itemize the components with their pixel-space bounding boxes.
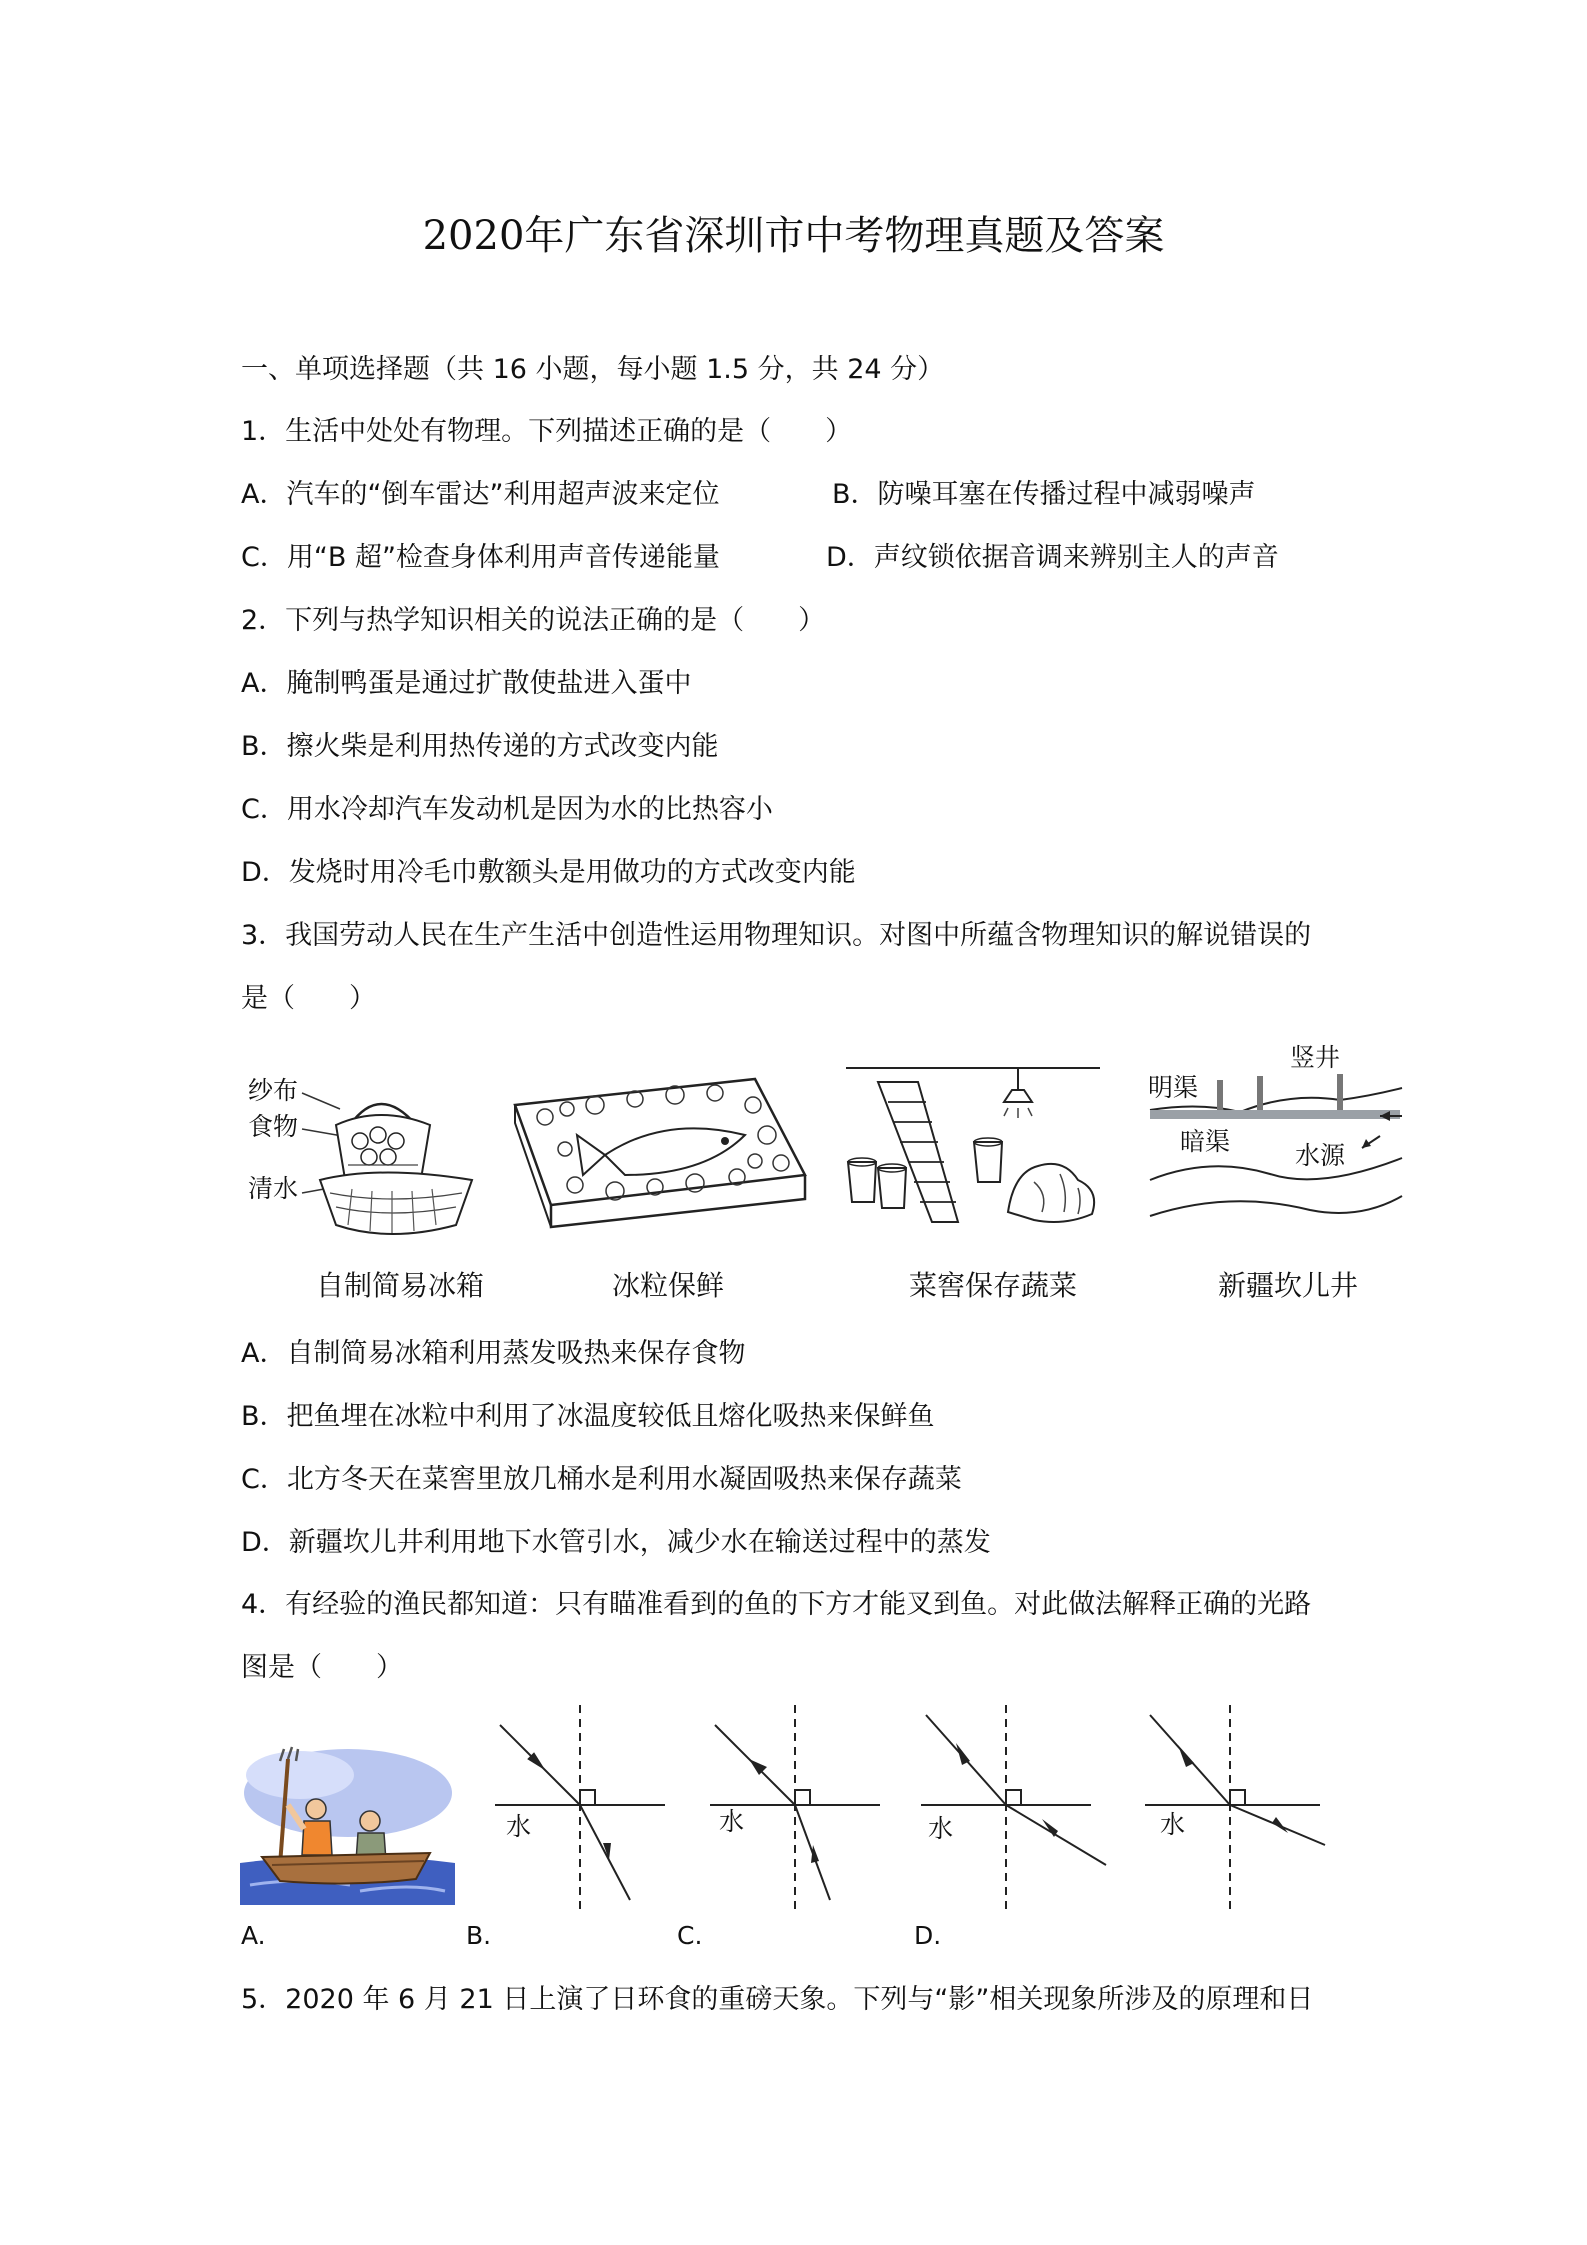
q3-option-a: A．自制简易冰箱利用蒸发吸热来保存食物 [241, 1338, 746, 1369]
q1-option-d: D．声纹锁依据音调来辨别主人的声音 [826, 542, 1279, 573]
optical-path-diagram-b [490, 1705, 670, 1910]
q1-option-a: A．汽车的“倒车雷达”利用超声波来定位 [241, 479, 720, 510]
q2-stem: 2．下列与热学知识相关的说法正确的是（ ） [241, 605, 826, 636]
optical-path-diagram-d [916, 1705, 1116, 1910]
q3-option-b: B．把鱼埋在冰粒中利用了冰温度较低且熔化吸热来保鲜鱼 [241, 1401, 935, 1432]
food-label: 食物 [248, 1112, 299, 1141]
gauze-label: 纱布 [248, 1076, 299, 1105]
q3-option-d: D．新疆坎儿井利用地下水管引水，减少水在输送过程中的蒸发 [241, 1527, 991, 1558]
water-label-b: 水 [506, 1812, 532, 1841]
q4-stem-line2: 图是（ ） [241, 1652, 403, 1683]
karez-well-figure [1140, 1040, 1410, 1230]
water-source-label: 水源 [1295, 1141, 1346, 1170]
q1-stem: 1．生活中处处有物理。下列描述正确的是（ ） [241, 416, 853, 447]
q1-option-b: B．防噪耳塞在传播过程中减弱噪声 [832, 479, 1256, 510]
vertical-well-label: 竖井 [1290, 1043, 1341, 1072]
q2-option-a: A．腌制鸭蛋是通过扩散使盐进入蛋中 [241, 668, 692, 699]
page-title: 2020年广东省深圳市中考物理真题及答案 [422, 213, 1165, 259]
q4-option-b-label: B. [466, 1921, 492, 1950]
diy-icebox-figure [240, 1065, 490, 1245]
q4-stem-line1: 4．有经验的渔民都知道：只有瞄准看到的鱼的下方才能叉到鱼。对此做法解释正确的光路 [241, 1589, 1312, 1620]
hidden-channel-label: 暗渠 [1180, 1127, 1231, 1156]
water-label-c: 水 [719, 1807, 745, 1836]
water-label-d: 水 [928, 1814, 954, 1843]
q4-option-c-label: C. [677, 1921, 703, 1950]
fisherman-boat-image [240, 1745, 455, 1905]
q4-option-a-label: A. [241, 1921, 266, 1950]
caption-karez: 新疆坎儿井 [1218, 1269, 1359, 1302]
q5-stem: 5．2020 年 6 月 21 日上演了日环食的重磅天象。下列与“影”相关现象所涉及的原理和日 [241, 1984, 1314, 2015]
water-label: 清水 [248, 1174, 299, 1203]
q2-option-b: B．擦火柴是利用热传递的方式改变内能 [241, 731, 719, 762]
caption-ice-grain: 冰粒保鲜 [612, 1269, 725, 1302]
water-label-e: 水 [1160, 1810, 1186, 1839]
ice-grain-fish-figure [505, 1065, 815, 1240]
q1-option-c: C．用“B 超”检查身体利用声音传递能量 [241, 542, 720, 573]
caption-cellar: 菜窖保存蔬菜 [909, 1269, 1078, 1302]
open-channel-label: 明渠 [1148, 1073, 1199, 1102]
vegetable-cellar-figure [838, 1062, 1108, 1237]
optical-path-diagram-e [1140, 1705, 1340, 1910]
section-heading: 一、单项选择题（共 16 小题，每小题 1.5 分，共 24 分） [241, 354, 945, 385]
q3-stem-line1: 3．我国劳动人民在生产生活中创造性运用物理知识。对图中所蕴含物理知识的解说错误的 [241, 920, 1312, 951]
q2-option-d: D．发烧时用冷毛巾敷额头是用做功的方式改变内能 [241, 857, 856, 888]
q3-option-c: C．北方冬天在菜窖里放几桶水是利用水凝固吸热来保存蔬菜 [241, 1464, 962, 1495]
q4-option-d-label: D. [914, 1921, 942, 1950]
q2-option-c: C．用水冷却汽车发动机是因为水的比热容小 [241, 794, 773, 825]
q3-stem-line2: 是（ ） [241, 983, 376, 1014]
caption-diy-icebox: 自制简易冰箱 [316, 1269, 485, 1302]
optical-path-diagram-c [705, 1705, 885, 1910]
